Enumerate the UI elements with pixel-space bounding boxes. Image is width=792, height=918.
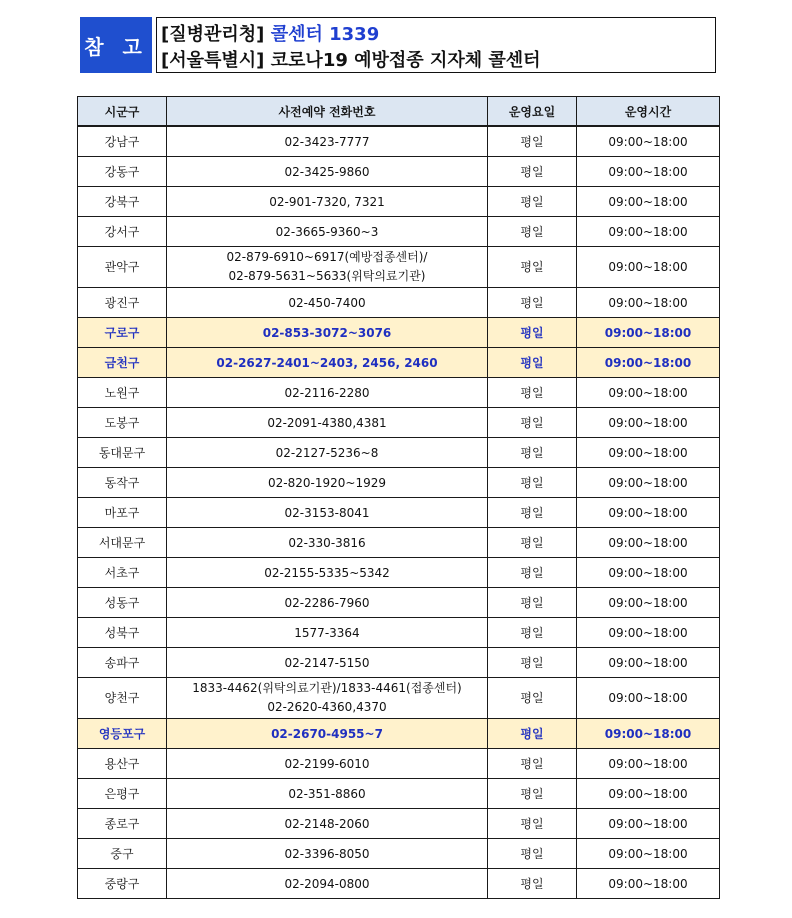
table-header-row bbox=[78, 97, 720, 127]
days-cell: 평일 bbox=[488, 468, 577, 498]
district-cell: 은평구 bbox=[78, 779, 167, 809]
district-cell: 종로구 bbox=[78, 809, 167, 839]
phone-number: 02-3425-9860 bbox=[284, 164, 370, 179]
days-cell: 평일 bbox=[488, 648, 577, 678]
hours-cell: 09:00~18:00 bbox=[577, 438, 720, 468]
hours-cell: 09:00~18:00 bbox=[577, 809, 720, 839]
table-row bbox=[78, 318, 720, 348]
hours-cell: 09:00~18:00 bbox=[577, 348, 720, 378]
phone-number: 1833-4462(위탁의료기관)/1833-4461(접종센터) bbox=[192, 681, 462, 695]
district-cell: 중랑구 bbox=[78, 869, 167, 899]
days-cell: 평일 bbox=[488, 187, 577, 217]
col-header-days: 운영요일 bbox=[488, 97, 577, 127]
hours-cell: 09:00~18:00 bbox=[577, 157, 720, 187]
phone-cell bbox=[167, 869, 488, 899]
hours-cell: 09:00~18:00 bbox=[577, 126, 720, 157]
title-box bbox=[156, 17, 716, 73]
title-callcenter: 콜센터 1339 bbox=[270, 24, 380, 45]
phone-number: 02-2127-5236~8 bbox=[275, 445, 379, 460]
table-row bbox=[78, 126, 720, 157]
hours-cell: 09:00~18:00 bbox=[577, 288, 720, 318]
hours-cell: 09:00~18:00 bbox=[577, 648, 720, 678]
phone-cell bbox=[167, 217, 488, 247]
district-cell: 관악구 bbox=[78, 247, 167, 288]
phone-number: 02-901-7320, 7321 bbox=[269, 194, 385, 209]
phone-number: 02-2620-4360,4370 bbox=[267, 700, 387, 714]
table-row bbox=[78, 348, 720, 378]
table-row bbox=[78, 719, 720, 749]
phone-number: 02-879-5631~5633(위탁의료기관) bbox=[228, 269, 426, 283]
district-cell: 도봉구 bbox=[78, 408, 167, 438]
title-line-2: [서울특별시] 코로나19 예방접종 지자체 콜센터 bbox=[161, 50, 541, 71]
reference-badge: 참 고 bbox=[80, 17, 152, 73]
district-cell: 금천구 bbox=[78, 348, 167, 378]
phone-number: 02-2627-2401~2403, 2456, 2460 bbox=[216, 355, 438, 370]
phone-number: 02-879-6910~6917(예방접종센터)/ bbox=[226, 250, 428, 264]
hours-cell: 09:00~18:00 bbox=[577, 528, 720, 558]
hours-cell: 09:00~18:00 bbox=[577, 217, 720, 247]
days-cell: 평일 bbox=[488, 839, 577, 869]
district-cell: 마포구 bbox=[78, 498, 167, 528]
phone-cell bbox=[167, 648, 488, 678]
col-header-district: 시군구 bbox=[78, 97, 167, 127]
district-cell: 양천구 bbox=[78, 678, 167, 719]
days-cell: 평일 bbox=[488, 498, 577, 528]
days-cell: 평일 bbox=[488, 378, 577, 408]
phone-cell bbox=[167, 247, 488, 288]
phone-cell bbox=[167, 187, 488, 217]
table-row bbox=[78, 528, 720, 558]
phone-cell bbox=[167, 558, 488, 588]
phone-cell bbox=[167, 408, 488, 438]
table-row bbox=[78, 648, 720, 678]
table-row bbox=[78, 809, 720, 839]
phone-cell bbox=[167, 157, 488, 187]
table-row bbox=[78, 247, 720, 288]
hours-cell: 09:00~18:00 bbox=[577, 468, 720, 498]
phone-cell bbox=[167, 839, 488, 869]
days-cell: 평일 bbox=[488, 348, 577, 378]
days-cell: 평일 bbox=[488, 588, 577, 618]
days-cell: 평일 bbox=[488, 528, 577, 558]
phone-number: 02-820-1920~1929 bbox=[268, 475, 386, 490]
phone-cell bbox=[167, 528, 488, 558]
district-cell: 노원구 bbox=[78, 378, 167, 408]
district-cell: 동대문구 bbox=[78, 438, 167, 468]
phone-number: 02-2199-6010 bbox=[284, 756, 370, 771]
district-cell: 광진구 bbox=[78, 288, 167, 318]
hours-cell: 09:00~18:00 bbox=[577, 408, 720, 438]
hours-cell: 09:00~18:00 bbox=[577, 618, 720, 648]
days-cell: 평일 bbox=[488, 749, 577, 779]
district-cell: 동작구 bbox=[78, 468, 167, 498]
days-cell: 평일 bbox=[488, 157, 577, 187]
days-cell: 평일 bbox=[488, 869, 577, 899]
callcenter-table bbox=[77, 96, 720, 899]
phone-cell bbox=[167, 749, 488, 779]
hours-cell: 09:00~18:00 bbox=[577, 779, 720, 809]
phone-number: 02-2116-2280 bbox=[284, 385, 370, 400]
phone-cell bbox=[167, 126, 488, 157]
district-cell: 구로구 bbox=[78, 318, 167, 348]
table-row bbox=[78, 558, 720, 588]
hours-cell: 09:00~18:00 bbox=[577, 749, 720, 779]
hours-cell: 09:00~18:00 bbox=[577, 869, 720, 899]
table-row bbox=[78, 468, 720, 498]
days-cell: 평일 bbox=[488, 288, 577, 318]
days-cell: 평일 bbox=[488, 809, 577, 839]
hours-cell: 09:00~18:00 bbox=[577, 498, 720, 528]
district-cell: 송파구 bbox=[78, 648, 167, 678]
phone-number: 02-2147-5150 bbox=[284, 655, 370, 670]
table-row bbox=[78, 217, 720, 247]
phone-cell bbox=[167, 618, 488, 648]
phone-number: 02-351-8860 bbox=[288, 786, 366, 801]
phone-cell bbox=[167, 468, 488, 498]
table-row bbox=[78, 438, 720, 468]
hours-cell: 09:00~18:00 bbox=[577, 247, 720, 288]
hours-cell: 09:00~18:00 bbox=[577, 378, 720, 408]
phone-number: 02-853-3072~3076 bbox=[262, 325, 392, 340]
phone-number: 02-2286-7960 bbox=[284, 595, 370, 610]
days-cell: 평일 bbox=[488, 779, 577, 809]
phone-number: 1577-3364 bbox=[294, 625, 360, 640]
table-row bbox=[78, 869, 720, 899]
phone-number: 02-2148-2060 bbox=[284, 816, 370, 831]
col-header-hours: 운영시간 bbox=[577, 97, 720, 127]
col-header-phone: 사전예약 전화번호 bbox=[167, 97, 488, 127]
hours-cell: 09:00~18:00 bbox=[577, 558, 720, 588]
days-cell: 평일 bbox=[488, 217, 577, 247]
district-cell: 중구 bbox=[78, 839, 167, 869]
phone-number: 02-2670-4955~7 bbox=[271, 726, 383, 741]
phone-cell bbox=[167, 809, 488, 839]
district-cell: 용산구 bbox=[78, 749, 167, 779]
table-row bbox=[78, 749, 720, 779]
days-cell: 평일 bbox=[488, 678, 577, 719]
hours-cell: 09:00~18:00 bbox=[577, 678, 720, 719]
days-cell: 평일 bbox=[488, 318, 577, 348]
phone-number: 02-3153-8041 bbox=[284, 505, 370, 520]
phone-cell bbox=[167, 348, 488, 378]
phone-number: 02-3396-8050 bbox=[284, 846, 370, 861]
days-cell: 평일 bbox=[488, 126, 577, 157]
days-cell: 평일 bbox=[488, 247, 577, 288]
table-row bbox=[78, 839, 720, 869]
table-row bbox=[78, 618, 720, 648]
days-cell: 평일 bbox=[488, 618, 577, 648]
phone-cell bbox=[167, 438, 488, 468]
title-agency: [질병관리청] bbox=[161, 24, 265, 45]
days-cell: 평일 bbox=[488, 558, 577, 588]
days-cell: 평일 bbox=[488, 408, 577, 438]
district-cell: 성동구 bbox=[78, 588, 167, 618]
table-row bbox=[78, 187, 720, 217]
phone-cell bbox=[167, 588, 488, 618]
table-row bbox=[78, 157, 720, 187]
phone-cell bbox=[167, 378, 488, 408]
district-cell: 강동구 bbox=[78, 157, 167, 187]
district-cell: 강북구 bbox=[78, 187, 167, 217]
table-row bbox=[78, 588, 720, 618]
table-row bbox=[78, 408, 720, 438]
days-cell: 평일 bbox=[488, 438, 577, 468]
phone-number: 02-330-3816 bbox=[288, 535, 366, 550]
phone-cell bbox=[167, 719, 488, 749]
district-cell: 성북구 bbox=[78, 618, 167, 648]
table-row bbox=[78, 378, 720, 408]
phone-number: 02-3423-7777 bbox=[284, 134, 370, 149]
table-row bbox=[78, 678, 720, 719]
phone-cell bbox=[167, 678, 488, 719]
phone-number: 02-450-7400 bbox=[288, 295, 366, 310]
table-row bbox=[78, 288, 720, 318]
phone-cell bbox=[167, 498, 488, 528]
days-cell: 평일 bbox=[488, 719, 577, 749]
district-cell: 강서구 bbox=[78, 217, 167, 247]
hours-cell: 09:00~18:00 bbox=[577, 318, 720, 348]
district-cell: 서대문구 bbox=[78, 528, 167, 558]
phone-cell bbox=[167, 318, 488, 348]
phone-cell bbox=[167, 288, 488, 318]
hours-cell: 09:00~18:00 bbox=[577, 839, 720, 869]
district-cell: 영등포구 bbox=[78, 719, 167, 749]
phone-cell bbox=[167, 779, 488, 809]
table-row bbox=[78, 498, 720, 528]
district-cell: 서초구 bbox=[78, 558, 167, 588]
phone-number: 02-2155-5335~5342 bbox=[264, 565, 390, 580]
hours-cell: 09:00~18:00 bbox=[577, 719, 720, 749]
hours-cell: 09:00~18:00 bbox=[577, 187, 720, 217]
phone-number: 02-3665-9360~3 bbox=[275, 224, 379, 239]
phone-number: 02-2091-4380,4381 bbox=[267, 415, 387, 430]
table-body bbox=[78, 126, 720, 899]
district-cell: 강남구 bbox=[78, 126, 167, 157]
table-row bbox=[78, 779, 720, 809]
phone-number: 02-2094-0800 bbox=[284, 876, 370, 891]
title-line-1 bbox=[161, 20, 379, 46]
hours-cell: 09:00~18:00 bbox=[577, 588, 720, 618]
